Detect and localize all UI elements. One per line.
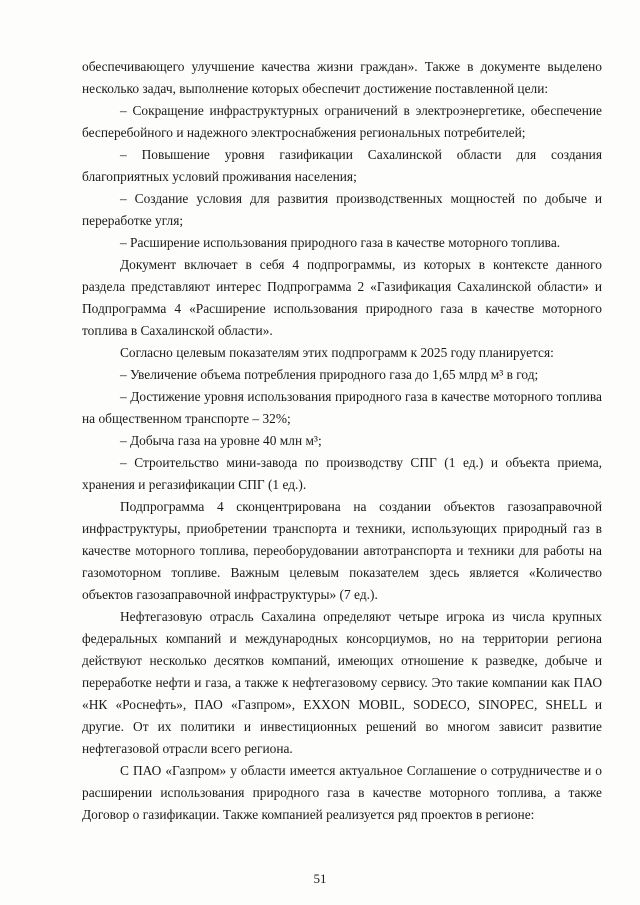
paragraph-subprogram-4: Подпрограмма 4 сконцентрирована на создании объектов газозаправочной инфраструктуры, приобретении транспорта и техники, использующих природный газ в качестве моторного топлива, переоборудовании автотранспорта и техники для работы на газомоторном топливе. Важным целевым показателем здесь является «Количество объектов газозаправочной инфраструктуры» (7 ед.).	[82, 499, 602, 602]
paragraph-subprograms: Документ включает в себя 4 подпрограммы, из которых в контексте данного раздела представляют интерес Подпрограмма 2 «Газификация Сахалинской области» и Подпрограмма 4 «Расширение использования природного газа в качестве моторного топлива в Сахалинской области».	[82, 257, 602, 338]
document-body	[82, 56, 602, 826]
paragraph-targets-intro: Согласно целевым показателям этих подпрограмм к 2025 году планируется:	[120, 345, 554, 360]
list-item-motor-fuel: – Расширение использования природного газа в качестве моторного топлива.	[120, 235, 561, 250]
list-item-gasification-level: – Повышение уровня газификации Сахалинской области для создания благоприятных условий проживания населения;	[82, 147, 602, 184]
list-item-gas-extraction: – Добыча газа на уровне 40 млн м³;	[120, 433, 322, 448]
list-item-electric-infrastructure: – Сокращение инфраструктурных ограничений в электроэнергетике, обеспечение бесперебойного и надежного электроснабжения региональных потребителей;	[82, 103, 602, 140]
list-item-lng-plant: – Строительство мини-завода по производству СПГ (1 ед.) и объекта приема, хранения и регазификации СПГ (1 ед.).	[82, 455, 602, 492]
list-item-public-transport: – Достижение уровня использования природного газа в качестве моторного топлива на общественном транспорте – 32%;	[82, 389, 602, 426]
paragraph-intro-continuation: обеспечивающего улучшение качества жизни граждан». Также в документе выделено несколько задач, выполнение которых обеспечит достижение поставленной цели:	[82, 59, 602, 96]
list-item-coal-production: – Создание условия для развития производственных мощностей по добыче и переработке угля;	[82, 191, 602, 228]
paragraph-oil-gas-industry: Нефтегазовую отрасль Сахалина определяют четыре игрока из числа крупных федеральных компаний и международных консорциумов, но на территории региона действуют несколько десятков компаний, имеющих отношение к разведке, добыче и переработке нефти и газа, а также к нефтегазовому сервису. Это такие компании как ПАО «НК «Роснефть», ПАО «Газпром», EXXON MOBIL, SODECO, SINOPEC, SHELL и другие. От их политики и инвестиционных решений во многом зависит развитие нефтегазовой отрасли всего региона.	[82, 609, 602, 756]
list-item-gas-consumption: – Увеличение объема потребления природного газа до 1,65 млрд м³ в год;	[120, 367, 539, 382]
page-number: 51	[313, 871, 327, 886]
paragraph-gazprom: С ПАО «Газпром» у области имеется актуальное Соглашение о сотрудничестве и о расширении использования природного газа в качестве моторного топлива, а также Договор о газификации. Также компанией реализуется ряд проектов в регионе:	[82, 763, 602, 822]
